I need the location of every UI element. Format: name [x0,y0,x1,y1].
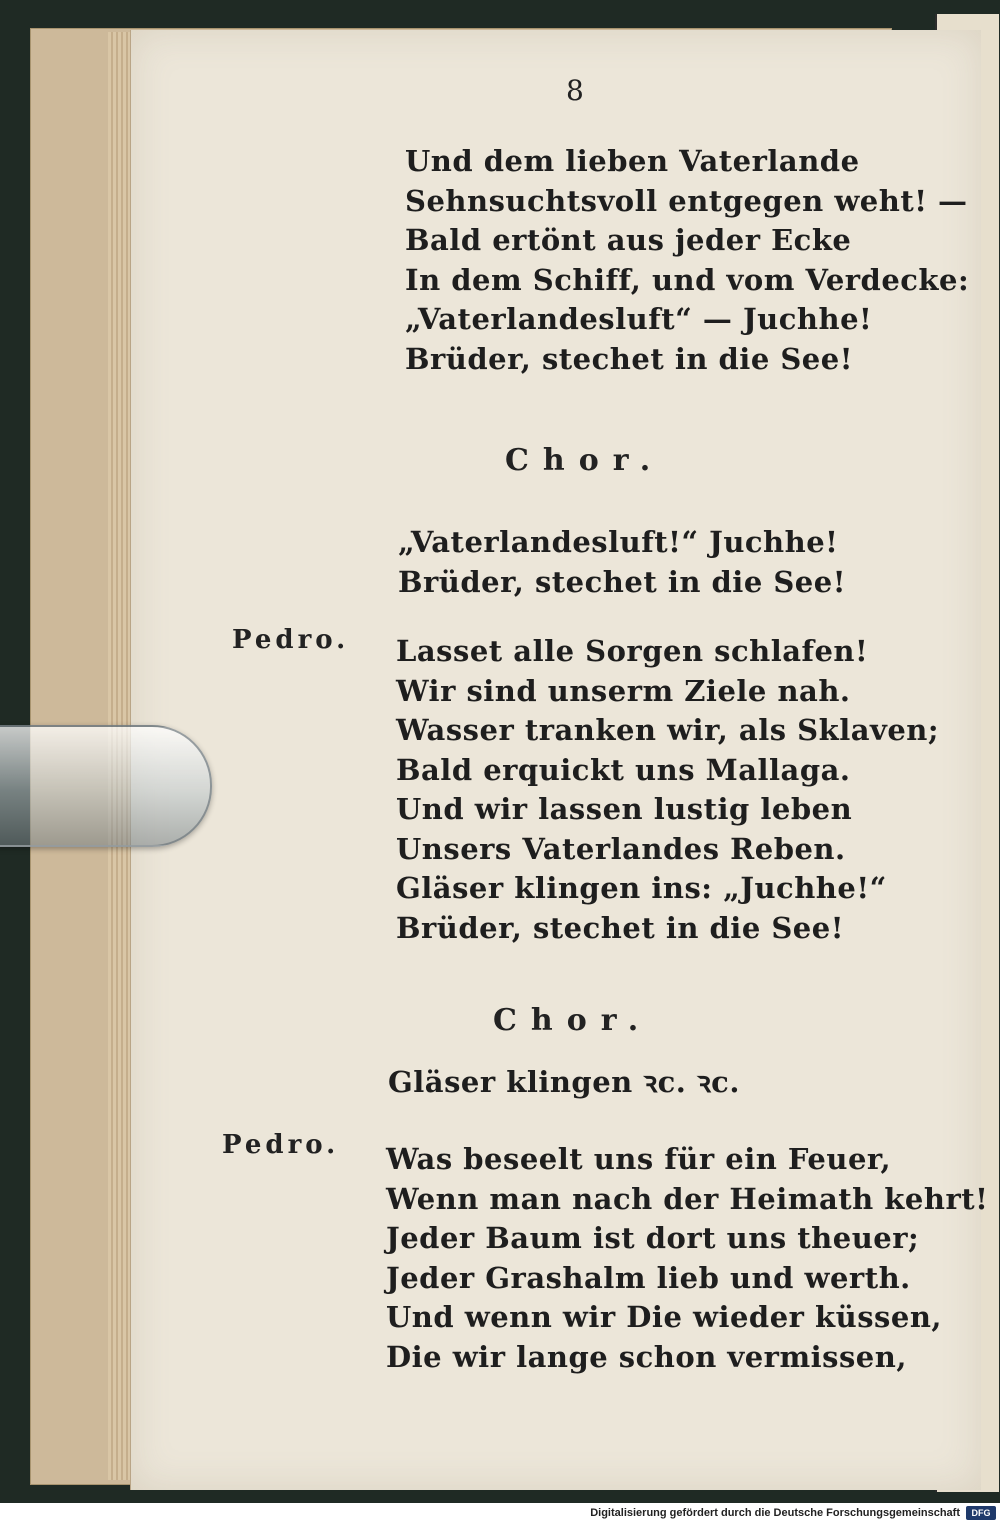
speaker-label: Pedro. [232,625,350,655]
stanza-3 [386,1140,988,1377]
footer-bar [0,1503,1000,1524]
chorus-1 [398,523,846,602]
verse-line: „Vaterlandesluft!“ Juchhe! [398,525,839,559]
verse-line: Die wir lange schon vermissen, [386,1339,907,1374]
verse-line: Was beseelt uns für ein Feuer, [386,1142,892,1176]
verse-line: Sehnsuchtsvoll entgegen weht! — [405,183,968,218]
glass-page-holder [0,725,212,847]
verse-line: Brüder, stechet in die See! [396,910,844,945]
verse-line: Und wenn wir Die wieder küssen, [386,1300,942,1334]
verse-line: Unsers Vaterlandes Reben. [396,831,846,866]
verse-line: Gläser klingen ꝛc. ꝛc. [388,1065,740,1099]
page-number: 8 [566,74,584,107]
verse-line: Brüder, stechet in die See! [398,564,846,599]
verse-line: „Vaterlandesluft“ — Juchhe! [405,302,873,336]
verse-line: Bald ertönt aus jeder Ecke [405,223,852,257]
verse-line: Lasset alle Sorgen schlafen! [396,634,869,668]
stanza-2 [396,632,939,948]
verse-line: Wenn man nach der Heimath kehrt! [386,1181,989,1216]
verse-line: Jeder Grashalm lieb und werth. [386,1260,911,1295]
verse-line: Brüder, stechet in die See! [405,341,853,376]
funding-credit: Digitalisierung gefördert durch die Deutsche Forschungsgemeinschaft [590,1507,960,1519]
chorus-heading: Chor. [505,443,665,478]
verse-line: Wir sind unserm Ziele nah. [396,673,851,708]
chorus-heading: Chor. [493,1003,653,1038]
verse-line: Gläser klingen ins: „Juchhe!“ [396,871,887,905]
verse-line: In dem Schiff, und vom Verdecke: [405,262,970,297]
verse-line: Jeder Baum ist dort uns theuer; [386,1221,920,1255]
dfg-logo-icon: DFG [966,1506,996,1520]
verse-line: Bald erquickt uns Mallaga. [396,752,851,787]
chorus-2 [388,1063,740,1103]
verse-line: Wasser tranken wir, als Sklaven; [396,713,940,747]
verse-line: Und wir lassen lustig leben [396,792,853,826]
speaker-label: Pedro. [222,1130,340,1160]
verse-line: Und dem lieben Vaterlande [405,144,860,178]
stanza-1 [405,142,969,379]
